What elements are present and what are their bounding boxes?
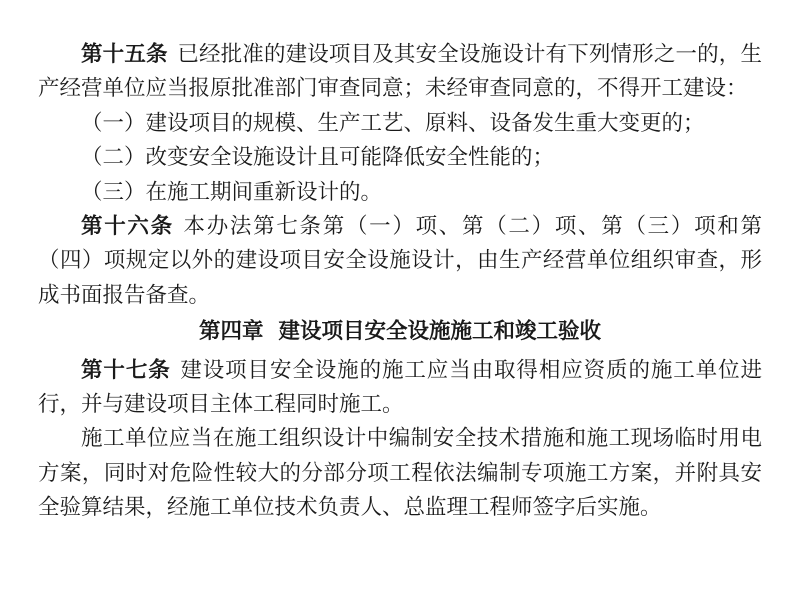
- article-17-paragraph: [38, 354, 762, 423]
- article-15-label: 第十五条: [81, 42, 168, 67]
- article-17-label: 第十七条: [81, 357, 171, 383]
- article-17-paragraph-2: 施工单位应当在施工组织设计中编制安全技术措施和施工现场临时用电方案，同时对危险性较大的分部分项工程依法编制专项施工方案，并附具安全验算结果，经施工单位技术负责人、总监理工程师签字后实施。: [38, 426, 762, 521]
- article-16-label: 第十六条: [81, 214, 174, 240]
- article-15-item-2: （二）改变安全设施设计且可能降低安全性能的；: [81, 145, 555, 171]
- article-16-text: 本办法第七条第（一）项、第（二）项、第（三）项和第（四）项规定以外的建设项目安全设施设计，由生产经营单位组织审查，形成书面报告备查。: [38, 214, 762, 308]
- chapter-4-heading: 第四章 建设项目安全设施施工和竣工验收: [199, 319, 601, 345]
- article-15-item-3: （三）在施工期间重新设计的。: [81, 179, 383, 205]
- article-17-text: 建设项目安全设施的施工应当由取得相应资质的施工单位进行，并与建设项目主体工程同时施工。: [38, 357, 762, 418]
- article-15-paragraph: [38, 38, 762, 107]
- article-16-paragraph: [38, 210, 762, 313]
- article-15-text: 已经批准的建设项目及其安全设施设计有下列情形之一的，生产经营单位应当报原批准部门审查同意；未经审查同意的，不得开工建设：: [38, 42, 762, 102]
- article-15-item-1: （一）建设项目的规模、生产工艺、原料、设备发生重大变更的；: [81, 110, 705, 136]
- document-page: [38, 38, 762, 526]
